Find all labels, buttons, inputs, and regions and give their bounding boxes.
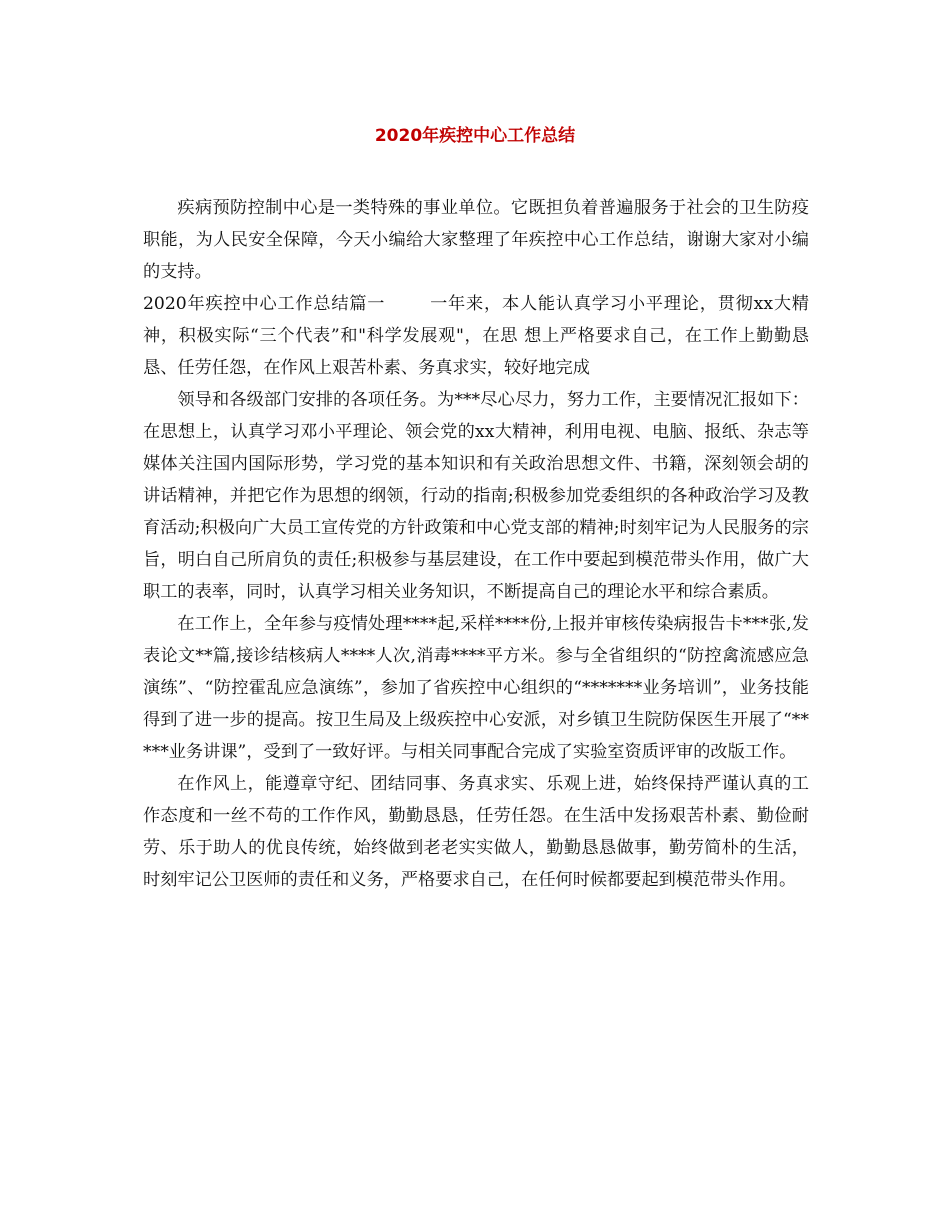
intro-paragraph: 疾病预防控制中心是一类特殊的事业单位。它既担负着普遍服务于社会的卫生防疫职能，为人民安全保障，今天小编给大家整理了年疾控中心工作总结，谢谢大家对小编的支持。 (143, 198, 809, 282)
work-paragraph: 在工作上，全年参与疫情处理****起,采样****份,上报并审核传染病报告卡***张,发表论文**篇,接诊结核病人****人次,消毒****平方米。参与全省组织的“防控禽流感应急演练”、“防控霍乱应急演练”，参加了省疾控中心组织的“*******业务培训”，业务技能得到了进一步的提高。按卫生局及上级疾控中心安派，对乡镇卫生院防保医生开展了“*****业务讲课”，受到了一致好评。与相关同事配合完成了实验室资质评审的改版工作。 (143, 614, 809, 762)
thought-paragraph: 领导和各级部门安排的各项任务。为***尽心尽力，努力工作，主要情况汇报如下：在思想上，认真学习邓小平理论、领会党的xx大精神，利用电视、电脑、报纸、杂志等媒体关注国内国际形势，学习党的基本知识和有关政治思想文件、书籍，深刻领会胡的讲话精神，并把它作为思想的纲领，行动的指南;积极参加党委组织的各种政治学习及教育活动;积极向广大员工宣传党的方针政策和中心党支部的精神;时刻牢记为人民服务的宗旨，明白自己所肩负的责任;积极参与基层建设，在工作中要起到模范带头作用，做广大职工的表率，同时，认真学习相关业务知识，不断提高自己的理论水平和综合素质。 (143, 390, 809, 602)
section-one-paragraph (143, 288, 809, 384)
document-title: 2020年疾控中心工作总结 (374, 126, 576, 146)
section-one-heading: 2020年疾控中心工作总结篇一 (143, 294, 386, 314)
section-one-text: 一年来，本人能认真学习小平理论，贯彻xx大精神，积极实际“三个代表”和"科学发展观"，在思 想上严格要求自己，在工作上勤勤恳恳、任劳任怨，在作风上艰苦朴素、务真求实，较好地完成 (143, 294, 809, 378)
document-body (143, 192, 809, 896)
style-paragraph: 在作风上，能遵章守纪、团结同事、务真求实、乐观上进，始终保持严谨认真的工作态度和一丝不苟的工作作风，勤勤恳恳，任劳任怨。在生活中发扬艰苦朴素、勤俭耐劳、乐于助人的优良传统，始终做到老老实实做人，勤勤恳恳做事，勤劳简朴的生活，时刻牢记公卫医师的责任和义务，严格要求自己，在任何时候都要起到模范带头作用。 (143, 774, 809, 890)
